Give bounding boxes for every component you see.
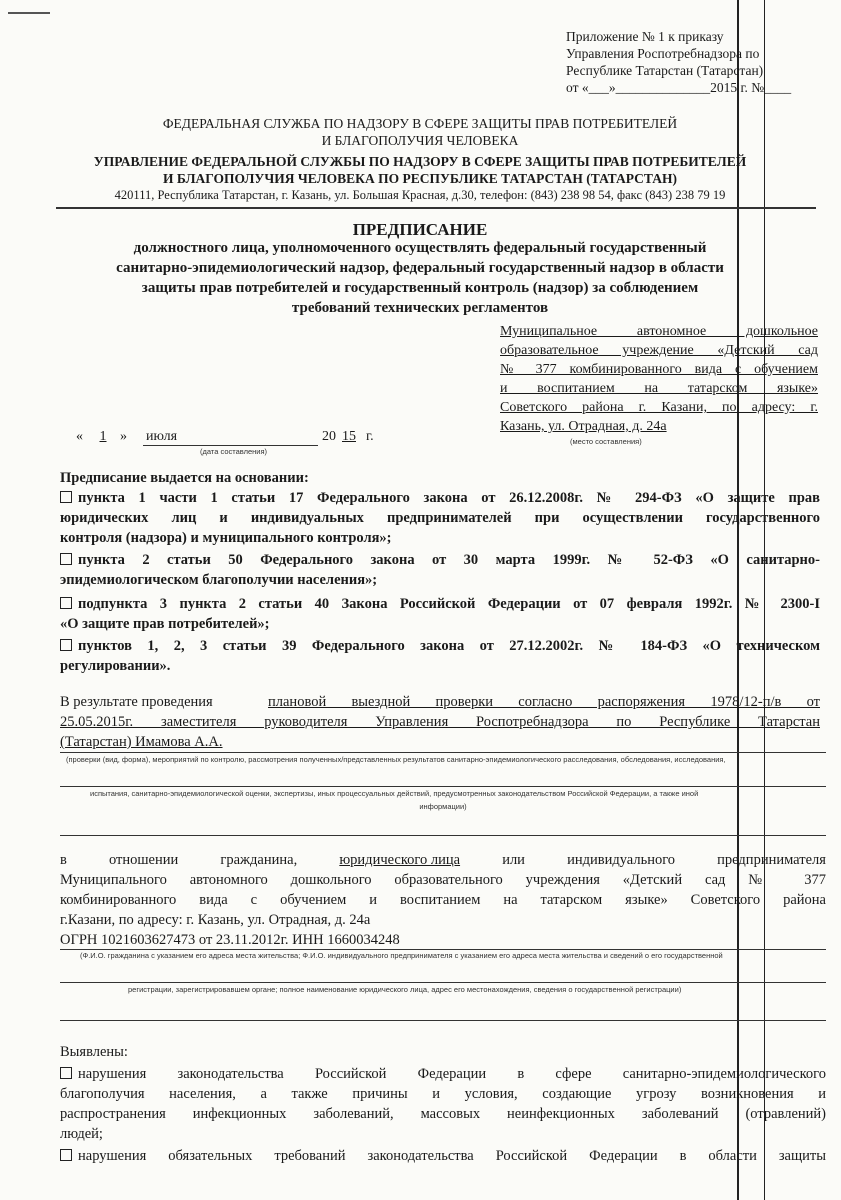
header-line: ФЕДЕРАЛЬНАЯ СЛУЖБА ПО НАДЗОРУ В СФЕРЕ ЗАЩИТЫ ПРАВ ПОТРЕБИТЕЛЕЙ [162, 116, 678, 131]
basis-item [60, 638, 820, 655]
basis-text: пунктов 1, 2, 3 статьи 39 Федерального закона от 27.12.2002г. № 184-ФЗ «О техническом [78, 638, 820, 654]
date-quote-open: « [76, 429, 83, 444]
date-month: июля [146, 429, 178, 444]
appendix-line: от «___»______________2015 г. №____ [566, 80, 792, 95]
subject-word: в [60, 852, 67, 868]
date-quote-close: » [120, 429, 127, 444]
found-item-cont: людей; [60, 1126, 103, 1142]
checkbox-icon [60, 1067, 72, 1079]
subject-word: предпринимателя [717, 852, 826, 868]
found-item-cont: благополучия населения, а также причины и условия, создающие угрозу возникновения и [60, 1086, 826, 1102]
result-text: 25.05.2015г. заместителя руководителя Управления Роспотребнадзора по Республике Татарстан [60, 714, 820, 730]
result-text: В результате проведения [60, 694, 213, 710]
subject-line: Муниципального автономного дошкольного образовательного учреждения «Детский сад № 377 [60, 872, 826, 888]
checkbox-icon [60, 491, 72, 503]
form-line [60, 982, 826, 983]
result-text: плановой выездной проверки согласно распоряжения 1978/12-п/в от [268, 694, 820, 710]
subject-caption: (Ф.И.О. гражданина с указанием его адреса места жительства; Ф.И.О. индивидуального предпринимателя с указанием его адреса места жительства и сведений о его государственной [80, 951, 723, 960]
date-month-line [143, 445, 318, 446]
form-line [60, 752, 826, 753]
header-rule [56, 207, 816, 209]
subject-caption: регистрации, зарегистрировавшем органе; полное наименование юридического лица, адрес его местонахождения, сведения о государственной регистрации) [128, 985, 682, 994]
basis-item-cont: контроля (надзора) и муниципального контроля»; [60, 530, 392, 546]
checkbox-icon [60, 1149, 72, 1161]
basis-text: пункта 1 части 1 статьи 17 Федерального закона от 26.12.2008г. № 294-ФЗ «О защите прав [78, 490, 820, 506]
place-line: Муниципальное автономное дошкольное [500, 324, 818, 339]
date-caption: (дата составления) [200, 447, 268, 456]
header-line: И БЛАГОПОЛУЧИЯ ЧЕЛОВЕКА ПО РЕСПУБЛИКЕ ТАТАРСТАН (ТАТАРСТАН) [163, 171, 677, 186]
basis-item-cont: регулировании». [60, 658, 171, 674]
basis-item-cont: юридических лиц и индивидуальных предпринимателей при осуществлении государственного [60, 510, 820, 526]
found-item [60, 1066, 826, 1083]
subject-line: ОГРН 1021603627473 от 23.11.2012г. ИНН 1660034248 [60, 932, 400, 948]
basis-item [60, 596, 820, 613]
place-line: и воспитанием на татарском языке» [500, 381, 818, 396]
title-line: должностного лица, уполномоченного осуществлять федеральный государственный [133, 240, 707, 256]
found-text: нарушения обязательных требований законодательства Российской Федерации в области защиты [78, 1148, 826, 1164]
basis-text: подпункта 3 пункта 2 статьи 40 Закона Российской Федерации от 07 февраля 1992г. № 2300-I [78, 596, 820, 612]
found-item [60, 1148, 826, 1165]
result-caption: (проверки (вид, форма), мероприятий по контролю, рассмотрения полученных/представленных результатов санитарно-эпидемиологического расследования, обследования, исследования, [66, 755, 726, 764]
form-line [60, 949, 826, 950]
title-line: санитарно-эпидемиологический надзор, федеральный государственный надзор в области [116, 260, 724, 276]
subject-line [60, 852, 826, 869]
date-year: 15 [342, 429, 356, 444]
form-line [60, 1020, 826, 1021]
date-year-prefix: 20 [322, 429, 336, 444]
appendix-line: Приложение № 1 к приказу [566, 29, 724, 44]
title-line: защиты прав потребителей и государственный контроль (надзор) за соблюдением [141, 280, 699, 296]
basis-text: пункта 2 статьи 50 Федерального закона от 30 марта 1999г. № 52-ФЗ «О санитарно- [78, 552, 820, 568]
checkbox-icon [60, 639, 72, 651]
result-caption: информации) [419, 802, 467, 811]
checkbox-icon [60, 553, 72, 565]
header-address: 420111, Республика Татарстан, г. Казань, ул. Большая Красная, д.30, телефон: (843) 238 98 54, факс (843) 238 79 19 [114, 188, 726, 202]
checkbox-icon [60, 597, 72, 609]
place-line: образовательное учреждение «Детский сад [500, 343, 818, 358]
date-suffix: г. [366, 429, 374, 444]
appendix-line: Управления Роспотребнадзора по [566, 46, 760, 61]
place-line: Советского района г. Казани, по адресу: г. [500, 400, 818, 415]
found-heading: Выявлены: [60, 1044, 128, 1060]
place-line: № 377 комбинированного вида с обучением [500, 362, 818, 377]
found-item-cont: распространения инфекционных заболеваний, массовых неинфекционных заболеваний (отравлений) [60, 1106, 826, 1122]
header-line: И БЛАГОПОЛУЧИЯ ЧЕЛОВЕКА [321, 133, 519, 148]
basis-item-cont: «О защите прав потребителей»; [60, 616, 270, 632]
subject-word: индивидуального [567, 852, 676, 868]
title-main: ПРЕДПИСАНИЕ [352, 220, 488, 239]
result-caption: испытания, санитарно-эпидемиологической оценки, экспертизы, иных процессуальных действий, предусмотренных законодательством Российской Федерации, а также иной [90, 789, 699, 798]
subject-line: г.Казани, по адресу: г. Казань, ул. Отрадная, д. 24а [60, 912, 371, 928]
subject-word: гражданина, [220, 852, 298, 868]
date-day: 1 [99, 429, 107, 444]
form-line [60, 835, 826, 836]
scan-mark [8, 12, 50, 14]
basis-heading: Предписание выдается на основании: [60, 470, 309, 486]
title-line: требований технических регламентов [291, 300, 549, 316]
result-text: (Татарстан) Имамова А.А. [60, 734, 223, 750]
form-line [60, 786, 826, 787]
place-caption: (место составления) [570, 437, 642, 446]
basis-item-cont: эпидемиологическом благополучии населения»; [60, 572, 378, 588]
basis-item [60, 490, 820, 507]
basis-item [60, 552, 820, 569]
appendix-line: Республике Татарстан (Татарстан) [566, 63, 764, 78]
header-line: УПРАВЛЕНИЕ ФЕДЕРАЛЬНОЙ СЛУЖБЫ ПО НАДЗОРУ В СФЕРЕ ЗАЩИТЫ ПРАВ ПОТРЕБИТЕЛЕЙ [93, 154, 747, 169]
subject-word: отношении [108, 852, 179, 868]
subject-word: юридического лица [339, 852, 461, 868]
subject-line: комбинированного вида с обучением и воспитанием на татарском языке» Советского района [60, 892, 826, 908]
subject-word: или [502, 852, 525, 868]
found-text: нарушения законодательства Российской Федерации в сфере санитарно-эпидемиологического [78, 1066, 826, 1082]
place-line: Казань, ул. Отрадная, д. 24а [500, 419, 667, 434]
